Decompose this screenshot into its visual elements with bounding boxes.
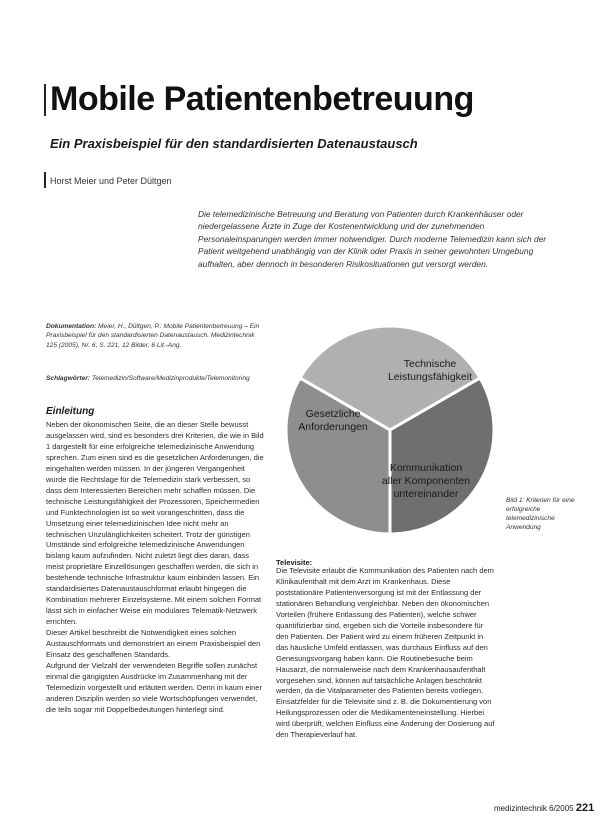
paragraph: Einsatzfelder für die Televisite sind z. B. die Dokumentierung von Heilungsprozessen oder die Medikamenteneinstellung. Hierbei wird überprüft, welchen Einfluss eine Änderung der Dosierung auf den Therapieverlauf hat. (276, 697, 495, 740)
article-title: Mobile Patientenbetreuung (50, 80, 474, 118)
section-heading-televisite: Televisite: (276, 558, 313, 567)
abstract: Die telemedizinische Betreuung und Beratung von Patienten durch Krankenhäuser oder niedergelassene Ärzte in Zuge der Kostenentwicklung und der zunehmenden Personaleinsparungen werden immer notwendiger. Durch moderne Telemedizin kann sich der Patient weitgehend unabhängig von der Klinik oder Praxis in seiner gewohnten Umgebung aufhalten, aber dennoch in besonderen Risikosituationen gut versorgt werden. (198, 209, 547, 269)
article-subtitle: Ein Praxisbeispiel für den standardisierten Datenaustausch (50, 136, 418, 151)
body-column-right (276, 566, 496, 741)
paragraph: Neben der ökonomischen Seite, die an dieser Stelle bewusst ausgelassen wird, sind es besonders drei Kriterien, die wie in Bild 1 dargestellt für eine erfolgreiche telemedizinische Anwendung sprechen. Zum einen sind es die gesetzlichen Anforderungen, die eingehalten werden müssen. In der jüngeren Vergangenheit wurde die Rechtslage für die Telemedizin stark verbessert, so dass dem Interessierten Bereichen mehr schaffen müssen. Die technische Leistungsfähigkeit der Prozessoren, Speichermedien und Funktechnologien ist so weit vorangeschritten, dass die Umsetzung einer telemedizinischen Idee nicht mehr an technischen Unzulänglichkeiten scheitert. Trotz der günstigen Umstände sind erfolgreiche telemedizinische Anwendungen bislang kaum aufzufinden. Nicht zuletzt liegt dies daran, dass meist proprietäre Einzellösungen geschaffen werden, die sich in bestehende technische Infrastruktur kaum einbinden lassen. Ein standardisiertes Datenaustauschformat erlaubt hingegen die Kombination mehrerer Einzelsysteme. Mit einem solchen Format lässt sich in einfacher Weise ein modulares Telematik-Netzwerk errichten. (46, 420, 264, 627)
section-heading-einleitung: Einleitung (46, 406, 95, 417)
journal-name: medizintechnik 6/2005 (494, 804, 574, 813)
documentation-block (46, 322, 266, 350)
documentation-label: Dokumentation: (46, 323, 97, 330)
pie-label-line: Gesetzliche (305, 408, 361, 420)
page-number: 221 (575, 802, 595, 814)
authors-accent-bar (44, 172, 46, 188)
pie-label-line: Technische (403, 358, 457, 370)
article-authors: Horst Meier und Peter Dültgen (50, 176, 172, 186)
documentation-text: Meier, H., Dültgen, P.: Mobile Patientenbetreuung – Ein Praxisbeispiel für den standardisierten Datenaustausch. Medizintechnik 125 (2005), Nr. 6, S. 221, 12 Bilder, 6 Lit.-Ang. (46, 323, 260, 349)
keywords-block (46, 374, 266, 383)
paragraph: Aufgrund der Vielzahl der verwendeten Begriffe sollen zunächst einmal die gängigsten Ausdrücke im Zusammenhang mit der Telemedizin vorgestellt und erläutert werden. Denn in kaum einer anderen Disziplin werden so viele Wortschöpfungen verwendet, die teils sogar mit Doppelbedeutungen hinterlegt sind. (46, 660, 262, 714)
pie-label-technische-leistungsfaehigkeit (370, 358, 490, 384)
pie-label-line: Anforderungen (298, 421, 368, 433)
title-accent-bar (44, 84, 46, 116)
pie-label-line: Leistungsfähigkeit (387, 371, 473, 383)
body-column-left (46, 420, 267, 716)
figure-caption: Bild 1: Kriterien für eine erfolgreiche telemedizinische Anwendung (506, 497, 575, 531)
page-footer (494, 802, 594, 814)
keywords-text: Telemedizin/Software/Medizinprodukte/Telemonitoring (91, 375, 250, 382)
pie-label-kommunikation (366, 462, 486, 501)
paragraph: Die Televisite erlaubt die Kommunikation des Patienten nach dem Klinikaufenthalt mit dem Arzt im Krankenhaus. Diese poststationäre Patientenversorgung ist mit der Entlassung der stationären Behandlung vergleichbar. Neben den ökonomischen Vorteilen (frühere Entlassung des Patienten), welche schwer quantifizierbar sind, ergeben sich die Vorteile insbesondere für den Patienten. Der Patient wird zu einem früheren Zeitpunkt in das häusliche Umfeld entlassen, was durchaus Einfluss auf den Genesungsvorgang haben kann. Die Routinebesuche beim Hausarzt, die normalerweise nach dem Krankenhausaufenthalt vorgesehen sind, können auf tatsächliche Anlagen beschränkt werden, da die Vitalparameter des Patienten bereits vorliegen. (276, 566, 494, 696)
paragraph: Dieser Artikel beschreibt die Notwendigkeit eines solchen Austauschformats und demonstriert an einem Praxisbeispiel den Einsatz des geschaffenen Standards. (46, 628, 261, 660)
pie-label-line: aller Komponenten (381, 475, 471, 487)
pie-label-line: untereinander (393, 488, 459, 500)
pie-label-gesetzliche-anforderungen (278, 408, 388, 434)
pie-label-line: Kommunikation (389, 462, 463, 474)
keywords-label: Schlagwörter: (46, 375, 90, 382)
